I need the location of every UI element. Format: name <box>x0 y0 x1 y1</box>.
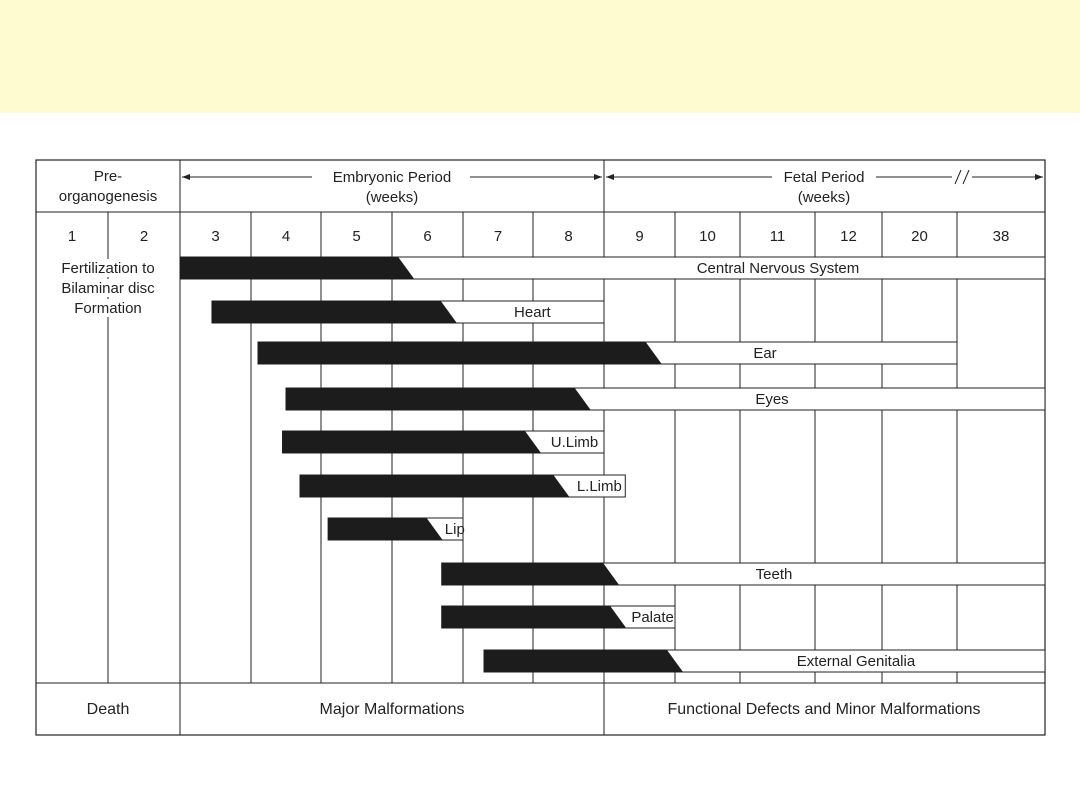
week-label: 7 <box>493 228 503 245</box>
death-label: Death <box>86 701 130 718</box>
organ-label: Ear <box>753 345 777 362</box>
week-label: 11 <box>769 228 786 245</box>
organ-label: Heart <box>514 304 551 321</box>
week-label: 5 <box>352 228 361 245</box>
pre-organogenesis-label: Pre- <box>93 168 123 185</box>
high-sensitivity-bar <box>484 650 683 672</box>
axis-break-gap <box>952 170 972 184</box>
week-label: 8 <box>564 228 573 245</box>
fetal-arrowhead-left <box>606 174 614 180</box>
high-sensitivity-bar <box>442 563 619 585</box>
organ-label: Eyes <box>755 391 789 408</box>
pre-organogenesis-label: organogenesis <box>58 188 158 205</box>
fertilization-note: Fertilization to <box>61 260 155 277</box>
high-sensitivity-bar <box>300 475 569 497</box>
week-label: 1 <box>67 228 77 245</box>
high-sensitivity-bar <box>258 342 662 364</box>
high-sensitivity-bar <box>212 301 457 323</box>
high-sensitivity-bar <box>283 431 542 453</box>
organ-label: Central Nervous System <box>696 260 860 277</box>
week-label: 3 <box>211 228 220 245</box>
high-sensitivity-bar <box>328 518 443 540</box>
week-label: 38 <box>992 228 1010 245</box>
embryonic-period-label: Embryonic Period <box>332 169 452 186</box>
organ-label: Palate <box>631 609 674 626</box>
week-label: 12 <box>840 228 857 245</box>
week-label: 6 <box>423 228 432 245</box>
organ-bars <box>180 257 1045 672</box>
high-sensitivity-bar <box>286 388 591 410</box>
week-label: 2 <box>139 228 149 245</box>
week-label: 20 <box>911 228 928 245</box>
major-malformations-label: Major Malformations <box>319 701 465 718</box>
functional-defects-label: Functional Defects and Minor Malformations <box>667 701 981 718</box>
organ-label: Lip <box>444 521 465 538</box>
week-label: 4 <box>281 228 291 245</box>
fertilization-note: Formation <box>74 300 142 317</box>
organ-label: Teeth <box>755 566 793 583</box>
organ-label: External Genitalia <box>796 653 916 670</box>
embryonic-arrowhead-right <box>594 174 602 180</box>
fetal-arrowhead-right <box>1035 174 1043 180</box>
embryonic-period-label: (weeks) <box>365 189 419 206</box>
fertilization-note: Bilaminar disc <box>61 280 155 297</box>
week-label: 9 <box>635 228 644 245</box>
fetal-period-label: Fetal Period <box>783 169 865 186</box>
week-label: 10 <box>699 228 716 245</box>
fetal-period-label: (weeks) <box>797 189 851 206</box>
organ-label: L.Limb <box>576 478 622 495</box>
embryonic-arrowhead-left <box>182 174 190 180</box>
organ-label: U.Limb <box>550 434 599 451</box>
high-sensitivity-bar <box>180 257 414 279</box>
high-sensitivity-bar <box>442 606 627 628</box>
